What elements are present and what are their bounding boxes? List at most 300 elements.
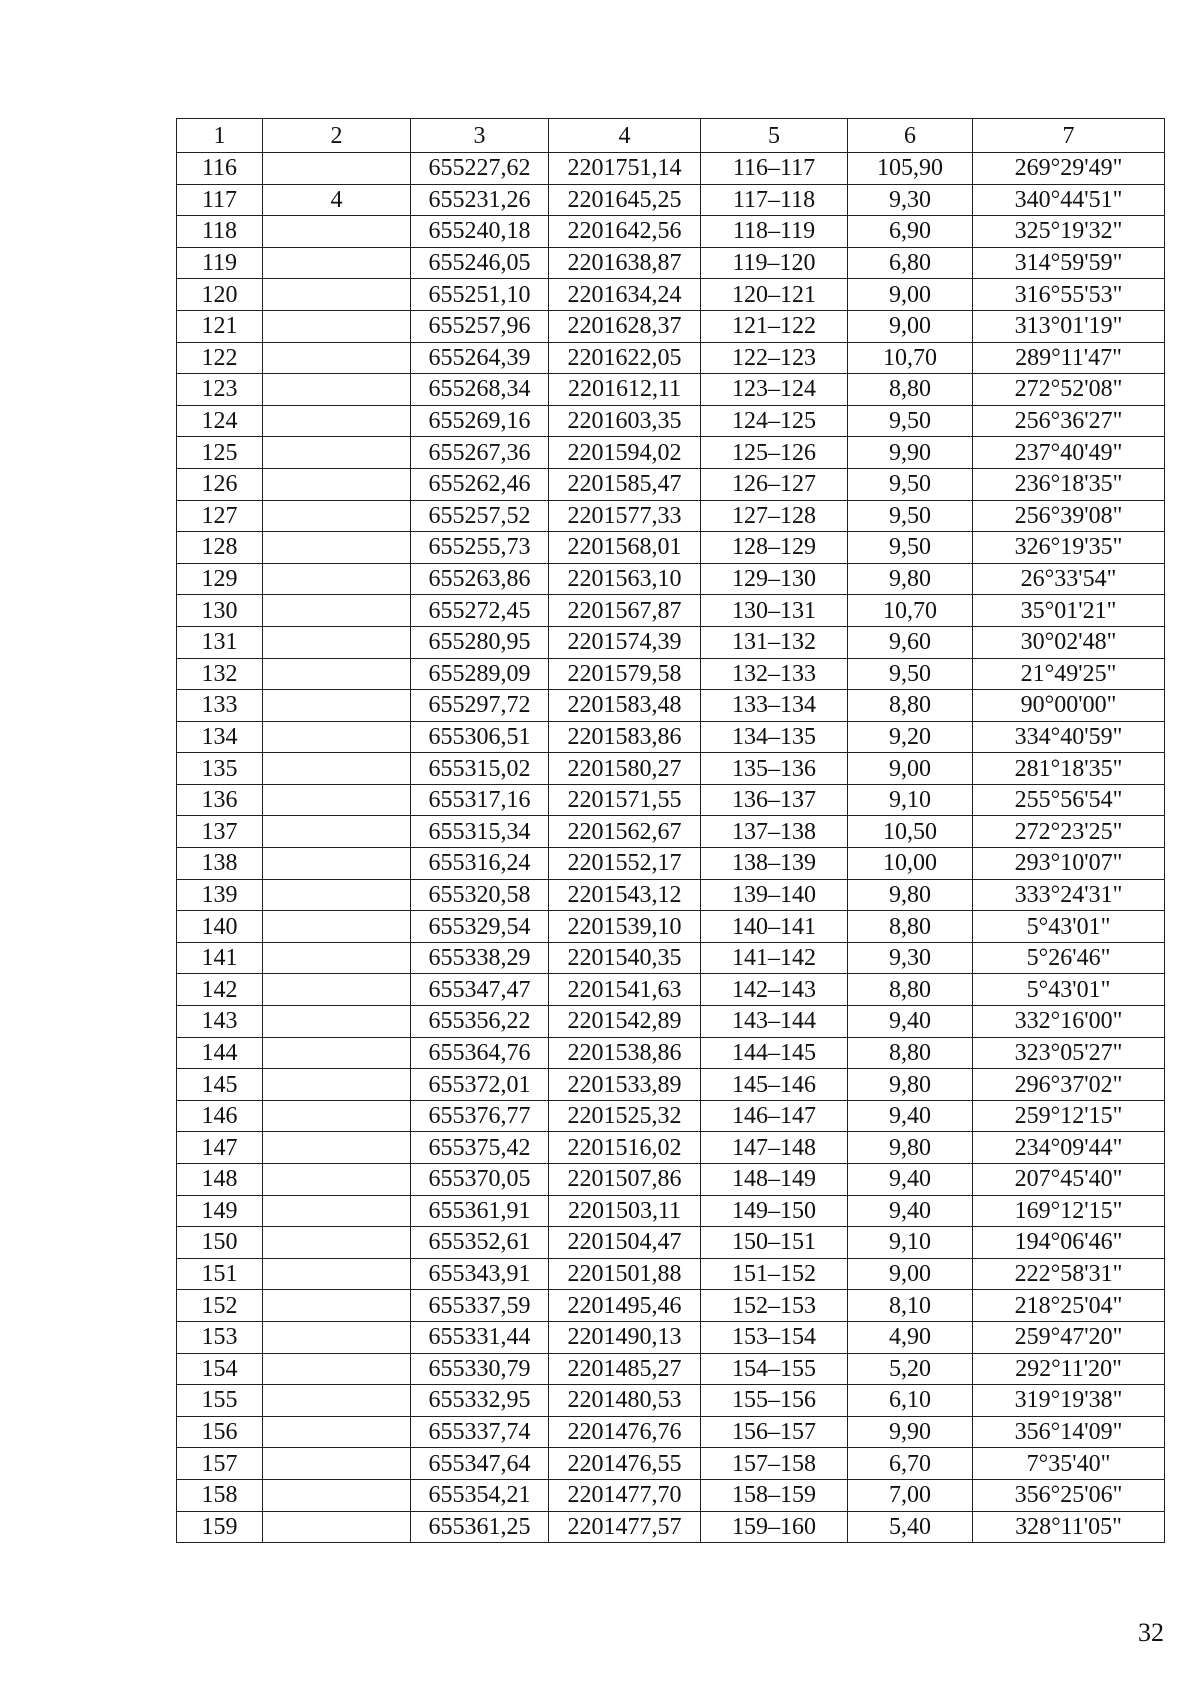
- cell-length: 9,90: [848, 437, 973, 469]
- cell-coordinate-x: 655269,16: [411, 405, 549, 437]
- cell-segment: 122–123: [701, 342, 848, 374]
- page-number: 32: [1138, 1618, 1164, 1647]
- table-row: [177, 153, 1165, 185]
- cell-length: 9,20: [848, 721, 973, 753]
- table-row: [177, 974, 1165, 1006]
- cell-parcel-number: [263, 974, 411, 1006]
- cell-parcel-number: [263, 247, 411, 279]
- cell-length: 9,00: [848, 1258, 973, 1290]
- cell-point-number: 150: [177, 1227, 263, 1259]
- cell-bearing: 314°59'59": [973, 247, 1165, 279]
- cell-parcel-number: [263, 279, 411, 311]
- cell-length: 8,10: [848, 1290, 973, 1322]
- cell-length: 9,10: [848, 784, 973, 816]
- cell-segment: 154–155: [701, 1353, 848, 1385]
- cell-coordinate-y: 2201485,27: [549, 1353, 701, 1385]
- cell-point-number: 146: [177, 1100, 263, 1132]
- cell-bearing: 194°06'46": [973, 1227, 1165, 1259]
- cell-coordinate-y: 2201645,25: [549, 184, 701, 216]
- cell-parcel-number: [263, 563, 411, 595]
- cell-bearing: 5°43'01": [973, 974, 1165, 1006]
- cell-coordinate-y: 2201594,02: [549, 437, 701, 469]
- cell-length: 8,80: [848, 974, 973, 1006]
- cell-coordinate-y: 2201480,53: [549, 1385, 701, 1417]
- cell-coordinate-x: 655343,91: [411, 1258, 549, 1290]
- cell-point-number: 152: [177, 1290, 263, 1322]
- table-row: [177, 816, 1165, 848]
- table-row: [177, 342, 1165, 374]
- cell-segment: 125–126: [701, 437, 848, 469]
- cell-segment: 131–132: [701, 626, 848, 658]
- cell-segment: 158–159: [701, 1479, 848, 1511]
- cell-parcel-number: [263, 1385, 411, 1417]
- table-header-row: [177, 119, 1165, 153]
- cell-bearing: 256°39'08": [973, 500, 1165, 532]
- cell-point-number: 135: [177, 753, 263, 785]
- cell-parcel-number: [263, 626, 411, 658]
- table-row: [177, 1353, 1165, 1385]
- cell-parcel-number: [263, 1195, 411, 1227]
- cell-bearing: 237°40'49": [973, 437, 1165, 469]
- cell-parcel-number: [263, 784, 411, 816]
- cell-point-number: 147: [177, 1132, 263, 1164]
- table-row: [177, 1258, 1165, 1290]
- cell-length: 10,70: [848, 342, 973, 374]
- table-row: [177, 1037, 1165, 1069]
- cell-length: 8,80: [848, 911, 973, 943]
- cell-coordinate-x: 655257,96: [411, 310, 549, 342]
- cell-parcel-number: [263, 1069, 411, 1101]
- cell-point-number: 155: [177, 1385, 263, 1417]
- cell-segment: 124–125: [701, 405, 848, 437]
- table-row: [177, 184, 1165, 216]
- cell-coordinate-x: 655280,95: [411, 626, 549, 658]
- table-row: [177, 1164, 1165, 1196]
- cell-coordinate-x: 655364,76: [411, 1037, 549, 1069]
- column-header-2: 2: [263, 119, 411, 153]
- cell-bearing: 334°40'59": [973, 721, 1165, 753]
- cell-parcel-number: [263, 468, 411, 500]
- cell-coordinate-y: 2201577,33: [549, 500, 701, 532]
- cell-segment: 159–160: [701, 1511, 848, 1543]
- table-row: [177, 942, 1165, 974]
- cell-bearing: 255°56'54": [973, 784, 1165, 816]
- cell-coordinate-y: 2201634,24: [549, 279, 701, 311]
- cell-length: 9,40: [848, 1164, 973, 1196]
- cell-point-number: 144: [177, 1037, 263, 1069]
- cell-segment: 133–134: [701, 690, 848, 722]
- table-row: [177, 310, 1165, 342]
- cell-length: 9,60: [848, 626, 973, 658]
- table-row: [177, 405, 1165, 437]
- cell-coordinate-x: 655330,79: [411, 1353, 549, 1385]
- cell-coordinate-x: 655356,22: [411, 1006, 549, 1038]
- cell-parcel-number: [263, 1100, 411, 1132]
- cell-coordinate-x: 655347,47: [411, 974, 549, 1006]
- cell-coordinate-y: 2201583,86: [549, 721, 701, 753]
- cell-bearing: 332°16'00": [973, 1006, 1165, 1038]
- cell-coordinate-x: 655337,59: [411, 1290, 549, 1322]
- cell-coordinate-y: 2201476,55: [549, 1448, 701, 1480]
- cell-coordinate-x: 655332,95: [411, 1385, 549, 1417]
- cell-coordinate-y: 2201533,89: [549, 1069, 701, 1101]
- column-header-5: 5: [701, 119, 848, 153]
- cell-parcel-number: [263, 1290, 411, 1322]
- cell-bearing: 35°01'21": [973, 595, 1165, 627]
- cell-coordinate-y: 2201562,67: [549, 816, 701, 848]
- cell-point-number: 139: [177, 879, 263, 911]
- cell-parcel-number: [263, 1132, 411, 1164]
- cell-coordinate-y: 2201552,17: [549, 848, 701, 880]
- cell-length: 9,30: [848, 942, 973, 974]
- table-row: [177, 721, 1165, 753]
- cell-parcel-number: [263, 816, 411, 848]
- cell-length: 9,50: [848, 468, 973, 500]
- cell-length: 9,80: [848, 563, 973, 595]
- cell-length: 6,90: [848, 216, 973, 248]
- cell-parcel-number: [263, 500, 411, 532]
- cell-point-number: 149: [177, 1195, 263, 1227]
- cell-bearing: 234°09'44": [973, 1132, 1165, 1164]
- cell-coordinate-x: 655372,01: [411, 1069, 549, 1101]
- table-row: [177, 784, 1165, 816]
- cell-point-number: 130: [177, 595, 263, 627]
- cell-length: 9,40: [848, 1195, 973, 1227]
- cell-segment: 153–154: [701, 1321, 848, 1353]
- cell-bearing: 356°14'09": [973, 1416, 1165, 1448]
- cell-point-number: 136: [177, 784, 263, 816]
- cell-segment: 145–146: [701, 1069, 848, 1101]
- cell-parcel-number: 4: [263, 184, 411, 216]
- cell-bearing: 30°02'48": [973, 626, 1165, 658]
- cell-coordinate-x: 655315,34: [411, 816, 549, 848]
- cell-point-number: 126: [177, 468, 263, 500]
- cell-bearing: 236°18'35": [973, 468, 1165, 500]
- cell-point-number: 117: [177, 184, 263, 216]
- table-row: [177, 563, 1165, 595]
- cell-coordinate-x: 655231,26: [411, 184, 549, 216]
- cell-length: 4,90: [848, 1321, 973, 1353]
- cell-segment: 134–135: [701, 721, 848, 753]
- table-row: [177, 753, 1165, 785]
- cell-segment: 119–120: [701, 247, 848, 279]
- cell-coordinate-y: 2201542,89: [549, 1006, 701, 1038]
- cell-coordinate-y: 2201476,76: [549, 1416, 701, 1448]
- cell-point-number: 119: [177, 247, 263, 279]
- table-row: [177, 595, 1165, 627]
- cell-coordinate-x: 655240,18: [411, 216, 549, 248]
- cell-coordinate-x: 655354,21: [411, 1479, 549, 1511]
- table-row: [177, 247, 1165, 279]
- cell-coordinate-x: 655329,54: [411, 911, 549, 943]
- cell-segment: 141–142: [701, 942, 848, 974]
- cell-length: 9,50: [848, 532, 973, 564]
- cell-segment: 143–144: [701, 1006, 848, 1038]
- cell-length: 8,80: [848, 1037, 973, 1069]
- table-row: [177, 216, 1165, 248]
- table-row: [177, 1227, 1165, 1259]
- cell-coordinate-x: 655264,39: [411, 342, 549, 374]
- cell-parcel-number: [263, 911, 411, 943]
- cell-coordinate-x: 655338,29: [411, 942, 549, 974]
- cell-segment: 130–131: [701, 595, 848, 627]
- cell-point-number: 154: [177, 1353, 263, 1385]
- cell-segment: 155–156: [701, 1385, 848, 1417]
- cell-coordinate-x: 655267,36: [411, 437, 549, 469]
- cell-parcel-number: [263, 1416, 411, 1448]
- cell-bearing: 259°12'15": [973, 1100, 1165, 1132]
- cell-coordinate-y: 2201540,35: [549, 942, 701, 974]
- table-row: [177, 1100, 1165, 1132]
- cell-length: 10,00: [848, 848, 973, 880]
- cell-length: 10,70: [848, 595, 973, 627]
- table-row: [177, 1448, 1165, 1480]
- cell-bearing: 269°29'49": [973, 153, 1165, 185]
- cell-coordinate-x: 655347,64: [411, 1448, 549, 1480]
- cell-point-number: 131: [177, 626, 263, 658]
- cell-coordinate-y: 2201751,14: [549, 153, 701, 185]
- cell-coordinate-y: 2201525,32: [549, 1100, 701, 1132]
- cell-length: 7,00: [848, 1479, 973, 1511]
- column-header-7: 7: [973, 119, 1165, 153]
- cell-bearing: 281°18'35": [973, 753, 1165, 785]
- cell-bearing: 319°19'38": [973, 1385, 1165, 1417]
- cell-coordinate-y: 2201585,47: [549, 468, 701, 500]
- cell-coordinate-y: 2201568,01: [549, 532, 701, 564]
- cell-segment: 121–122: [701, 310, 848, 342]
- cell-coordinate-y: 2201539,10: [549, 911, 701, 943]
- cell-bearing: 356°25'06": [973, 1479, 1165, 1511]
- cell-parcel-number: [263, 342, 411, 374]
- cell-coordinate-y: 2201538,86: [549, 1037, 701, 1069]
- cell-parcel-number: [263, 595, 411, 627]
- cell-coordinate-x: 655272,45: [411, 595, 549, 627]
- cell-bearing: 326°19'35": [973, 532, 1165, 564]
- cell-bearing: 316°55'53": [973, 279, 1165, 311]
- cell-segment: 151–152: [701, 1258, 848, 1290]
- cell-segment: 126–127: [701, 468, 848, 500]
- cell-length: 6,70: [848, 1448, 973, 1480]
- cell-coordinate-y: 2201612,11: [549, 374, 701, 406]
- table-row: [177, 532, 1165, 564]
- cell-coordinate-x: 655251,10: [411, 279, 549, 311]
- cell-bearing: 5°26'46": [973, 942, 1165, 974]
- cell-coordinate-y: 2201543,12: [549, 879, 701, 911]
- cell-parcel-number: [263, 658, 411, 690]
- table-row: [177, 1069, 1165, 1101]
- cell-bearing: 323°05'27": [973, 1037, 1165, 1069]
- cell-bearing: 289°11'47": [973, 342, 1165, 374]
- cell-coordinate-x: 655370,05: [411, 1164, 549, 1196]
- cell-bearing: 325°19'32": [973, 216, 1165, 248]
- cell-segment: 137–138: [701, 816, 848, 848]
- cell-length: 105,90: [848, 153, 973, 185]
- cell-parcel-number: [263, 1227, 411, 1259]
- cell-length: 9,80: [848, 1069, 973, 1101]
- cell-parcel-number: [263, 374, 411, 406]
- cell-point-number: 120: [177, 279, 263, 311]
- cell-parcel-number: [263, 532, 411, 564]
- cell-segment: 136–137: [701, 784, 848, 816]
- cell-coordinate-x: 655361,25: [411, 1511, 549, 1543]
- table-row: [177, 626, 1165, 658]
- cell-segment: 118–119: [701, 216, 848, 248]
- table-row: [177, 690, 1165, 722]
- cell-point-number: 141: [177, 942, 263, 974]
- cell-point-number: 142: [177, 974, 263, 1006]
- cell-segment: 156–157: [701, 1416, 848, 1448]
- cell-coordinate-y: 2201567,87: [549, 595, 701, 627]
- cell-coordinate-x: 655227,62: [411, 153, 549, 185]
- cell-coordinate-x: 655255,73: [411, 532, 549, 564]
- table-row: [177, 374, 1165, 406]
- cell-parcel-number: [263, 1479, 411, 1511]
- cell-segment: 138–139: [701, 848, 848, 880]
- table-row: [177, 437, 1165, 469]
- cell-point-number: 121: [177, 310, 263, 342]
- cell-bearing: 90°00'00": [973, 690, 1165, 722]
- cell-coordinate-x: 655320,58: [411, 879, 549, 911]
- cell-point-number: 116: [177, 153, 263, 185]
- cell-coordinate-y: 2201603,35: [549, 405, 701, 437]
- cell-coordinate-x: 655306,51: [411, 721, 549, 753]
- table-row: [177, 279, 1165, 311]
- cell-length: 9,90: [848, 1416, 973, 1448]
- cell-segment: 123–124: [701, 374, 848, 406]
- table-row: [177, 879, 1165, 911]
- cell-point-number: 128: [177, 532, 263, 564]
- cell-parcel-number: [263, 690, 411, 722]
- cell-point-number: 151: [177, 1258, 263, 1290]
- cell-point-number: 145: [177, 1069, 263, 1101]
- cell-segment: 120–121: [701, 279, 848, 311]
- cell-coordinate-x: 655337,74: [411, 1416, 549, 1448]
- cell-point-number: 118: [177, 216, 263, 248]
- cell-segment: 129–130: [701, 563, 848, 595]
- table-row: [177, 1132, 1165, 1164]
- cell-coordinate-x: 655376,77: [411, 1100, 549, 1132]
- cell-bearing: 293°10'07": [973, 848, 1165, 880]
- cell-coordinate-y: 2201580,27: [549, 753, 701, 785]
- cell-length: 9,00: [848, 310, 973, 342]
- cell-length: 9,30: [848, 184, 973, 216]
- cell-coordinate-x: 655317,16: [411, 784, 549, 816]
- cell-length: 5,40: [848, 1511, 973, 1543]
- table-row: [177, 1416, 1165, 1448]
- cell-parcel-number: [263, 1448, 411, 1480]
- cell-coordinate-y: 2201628,37: [549, 310, 701, 342]
- cell-parcel-number: [263, 1511, 411, 1543]
- column-header-6: 6: [848, 119, 973, 153]
- cell-point-number: 137: [177, 816, 263, 848]
- cell-bearing: 333°24'31": [973, 879, 1165, 911]
- cell-coordinate-y: 2201583,48: [549, 690, 701, 722]
- cell-bearing: 313°01'19": [973, 310, 1165, 342]
- cell-point-number: 123: [177, 374, 263, 406]
- cell-bearing: 5°43'01": [973, 911, 1165, 943]
- cell-parcel-number: [263, 1006, 411, 1038]
- cell-length: 6,10: [848, 1385, 973, 1417]
- column-header-3: 3: [411, 119, 549, 153]
- cell-coordinate-x: 655375,42: [411, 1132, 549, 1164]
- cell-coordinate-x: 655297,72: [411, 690, 549, 722]
- cell-segment: 148–149: [701, 1164, 848, 1196]
- cell-length: 9,40: [848, 1100, 973, 1132]
- cell-length: 9,80: [848, 1132, 973, 1164]
- cell-point-number: 156: [177, 1416, 263, 1448]
- cell-point-number: 138: [177, 848, 263, 880]
- cell-length: 9,50: [848, 405, 973, 437]
- cell-coordinate-y: 2201495,46: [549, 1290, 701, 1322]
- cell-coordinate-x: 655352,61: [411, 1227, 549, 1259]
- column-header-4: 4: [549, 119, 701, 153]
- cell-length: 5,20: [848, 1353, 973, 1385]
- table-row: [177, 1511, 1165, 1543]
- cell-segment: 144–145: [701, 1037, 848, 1069]
- cell-length: 9,00: [848, 753, 973, 785]
- cell-segment: 139–140: [701, 879, 848, 911]
- cell-coordinate-x: 655361,91: [411, 1195, 549, 1227]
- cell-coordinate-x: 655268,34: [411, 374, 549, 406]
- table-row: [177, 1195, 1165, 1227]
- cell-coordinate-x: 655257,52: [411, 500, 549, 532]
- cell-parcel-number: [263, 942, 411, 974]
- cell-point-number: 159: [177, 1511, 263, 1543]
- cell-parcel-number: [263, 1353, 411, 1385]
- cell-bearing: 296°37'02": [973, 1069, 1165, 1101]
- cell-parcel-number: [263, 721, 411, 753]
- cell-parcel-number: [263, 1037, 411, 1069]
- cell-length: 9,40: [848, 1006, 973, 1038]
- cell-bearing: 340°44'51": [973, 184, 1165, 216]
- table-row: [177, 848, 1165, 880]
- table-row: [177, 1479, 1165, 1511]
- cell-coordinate-x: 655331,44: [411, 1321, 549, 1353]
- cell-segment: 117–118: [701, 184, 848, 216]
- cell-parcel-number: [263, 216, 411, 248]
- cell-coordinate-y: 2201541,63: [549, 974, 701, 1006]
- cell-bearing: 292°11'20": [973, 1353, 1165, 1385]
- cell-point-number: 122: [177, 342, 263, 374]
- cell-coordinate-x: 655316,24: [411, 848, 549, 880]
- cell-coordinate-x: 655289,09: [411, 658, 549, 690]
- cell-coordinate-x: 655315,02: [411, 753, 549, 785]
- cell-point-number: 134: [177, 721, 263, 753]
- cell-point-number: 153: [177, 1321, 263, 1353]
- cell-bearing: 21°49'25": [973, 658, 1165, 690]
- cell-point-number: 157: [177, 1448, 263, 1480]
- cell-parcel-number: [263, 848, 411, 880]
- cell-point-number: 124: [177, 405, 263, 437]
- cell-parcel-number: [263, 310, 411, 342]
- cell-bearing: 207°45'40": [973, 1164, 1165, 1196]
- cell-bearing: 272°52'08": [973, 374, 1165, 406]
- coordinates-table: [176, 118, 1165, 1543]
- table-row: [177, 658, 1165, 690]
- cell-parcel-number: [263, 405, 411, 437]
- table-row: [177, 1290, 1165, 1322]
- table-row: [177, 1385, 1165, 1417]
- cell-coordinate-y: 2201507,86: [549, 1164, 701, 1196]
- cell-point-number: 148: [177, 1164, 263, 1196]
- cell-parcel-number: [263, 1321, 411, 1353]
- cell-coordinate-x: 655262,46: [411, 468, 549, 500]
- cell-coordinate-y: 2201516,02: [549, 1132, 701, 1164]
- cell-segment: 135–136: [701, 753, 848, 785]
- column-header-1: 1: [177, 119, 263, 153]
- cell-coordinate-y: 2201477,70: [549, 1479, 701, 1511]
- table-body: [177, 119, 1165, 1543]
